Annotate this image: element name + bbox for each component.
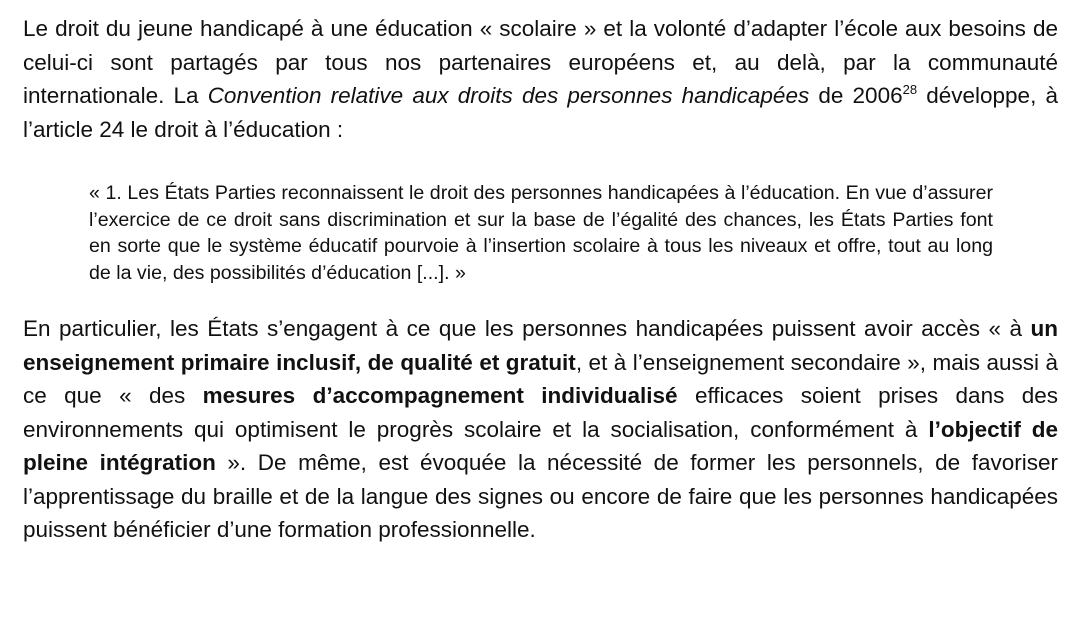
emphasis-support-measures: mesures d’accompagnement individualisé — [202, 383, 678, 408]
document-page — [23, 12, 1058, 547]
paragraph-detail-text-4: ». De même, est évoquée la nécessité de former les personnels, de favoriser l’apprentissage du braille et de la langue des signes ou encore de faire que les personnes handicapées puissent bénéficier d’une formation professionnelle. — [23, 450, 1058, 542]
paragraph-intro-year: de 2006 — [809, 83, 903, 108]
convention-title: Convention relative aux droits des personnes handicapées — [207, 83, 810, 108]
paragraph-intro-end: développe, à l’article 24 le droit à l’éducation : — [23, 83, 1058, 142]
paragraph-detail — [23, 312, 1058, 547]
emphasis-primary-education: un enseignement primaire inclusif, de qualité et gratuit — [23, 316, 1058, 375]
paragraph-intro — [23, 12, 1058, 146]
paragraph-detail-text-2: , et à l’enseignement secondaire », mais aussi à ce que « des — [23, 349, 1058, 408]
paragraph-detail-text-1: En particulier, les États s’engagent à ce que les personnes handicapées puissent avoir accès « à — [23, 316, 1031, 341]
paragraph-intro-text: Le droit du jeune handicapé à une éducation « scolaire » et la volonté d’adapter l’école aux besoins de celui-ci sont partagés par tous nos partenaires européens et, au delà, par la communauté internationale. La — [23, 16, 1058, 108]
block-quote: « 1. Les États Parties reconnaissent le droit des personnes handicapées à l’éducation. En vue d’assurer l’exercice de ce droit sans discrimination et sur la base de l’égalité des chances, les États Parties font en sorte que le système éducatif pourvoie à l’insertion scolaire à tous les niveaux et offre, tout au long de la vie, des possibilités d’éducation [...]. » — [89, 182, 993, 284]
paragraph-detail-text-3: efficaces soient prises dans des environnements qui optimisent le progrès scolaire et la socialisation, conformément à — [23, 383, 1058, 442]
emphasis-full-integration: l’objectif de pleine intégration — [23, 416, 1058, 475]
footnote-reference[interactable]: 28 — [902, 81, 918, 97]
